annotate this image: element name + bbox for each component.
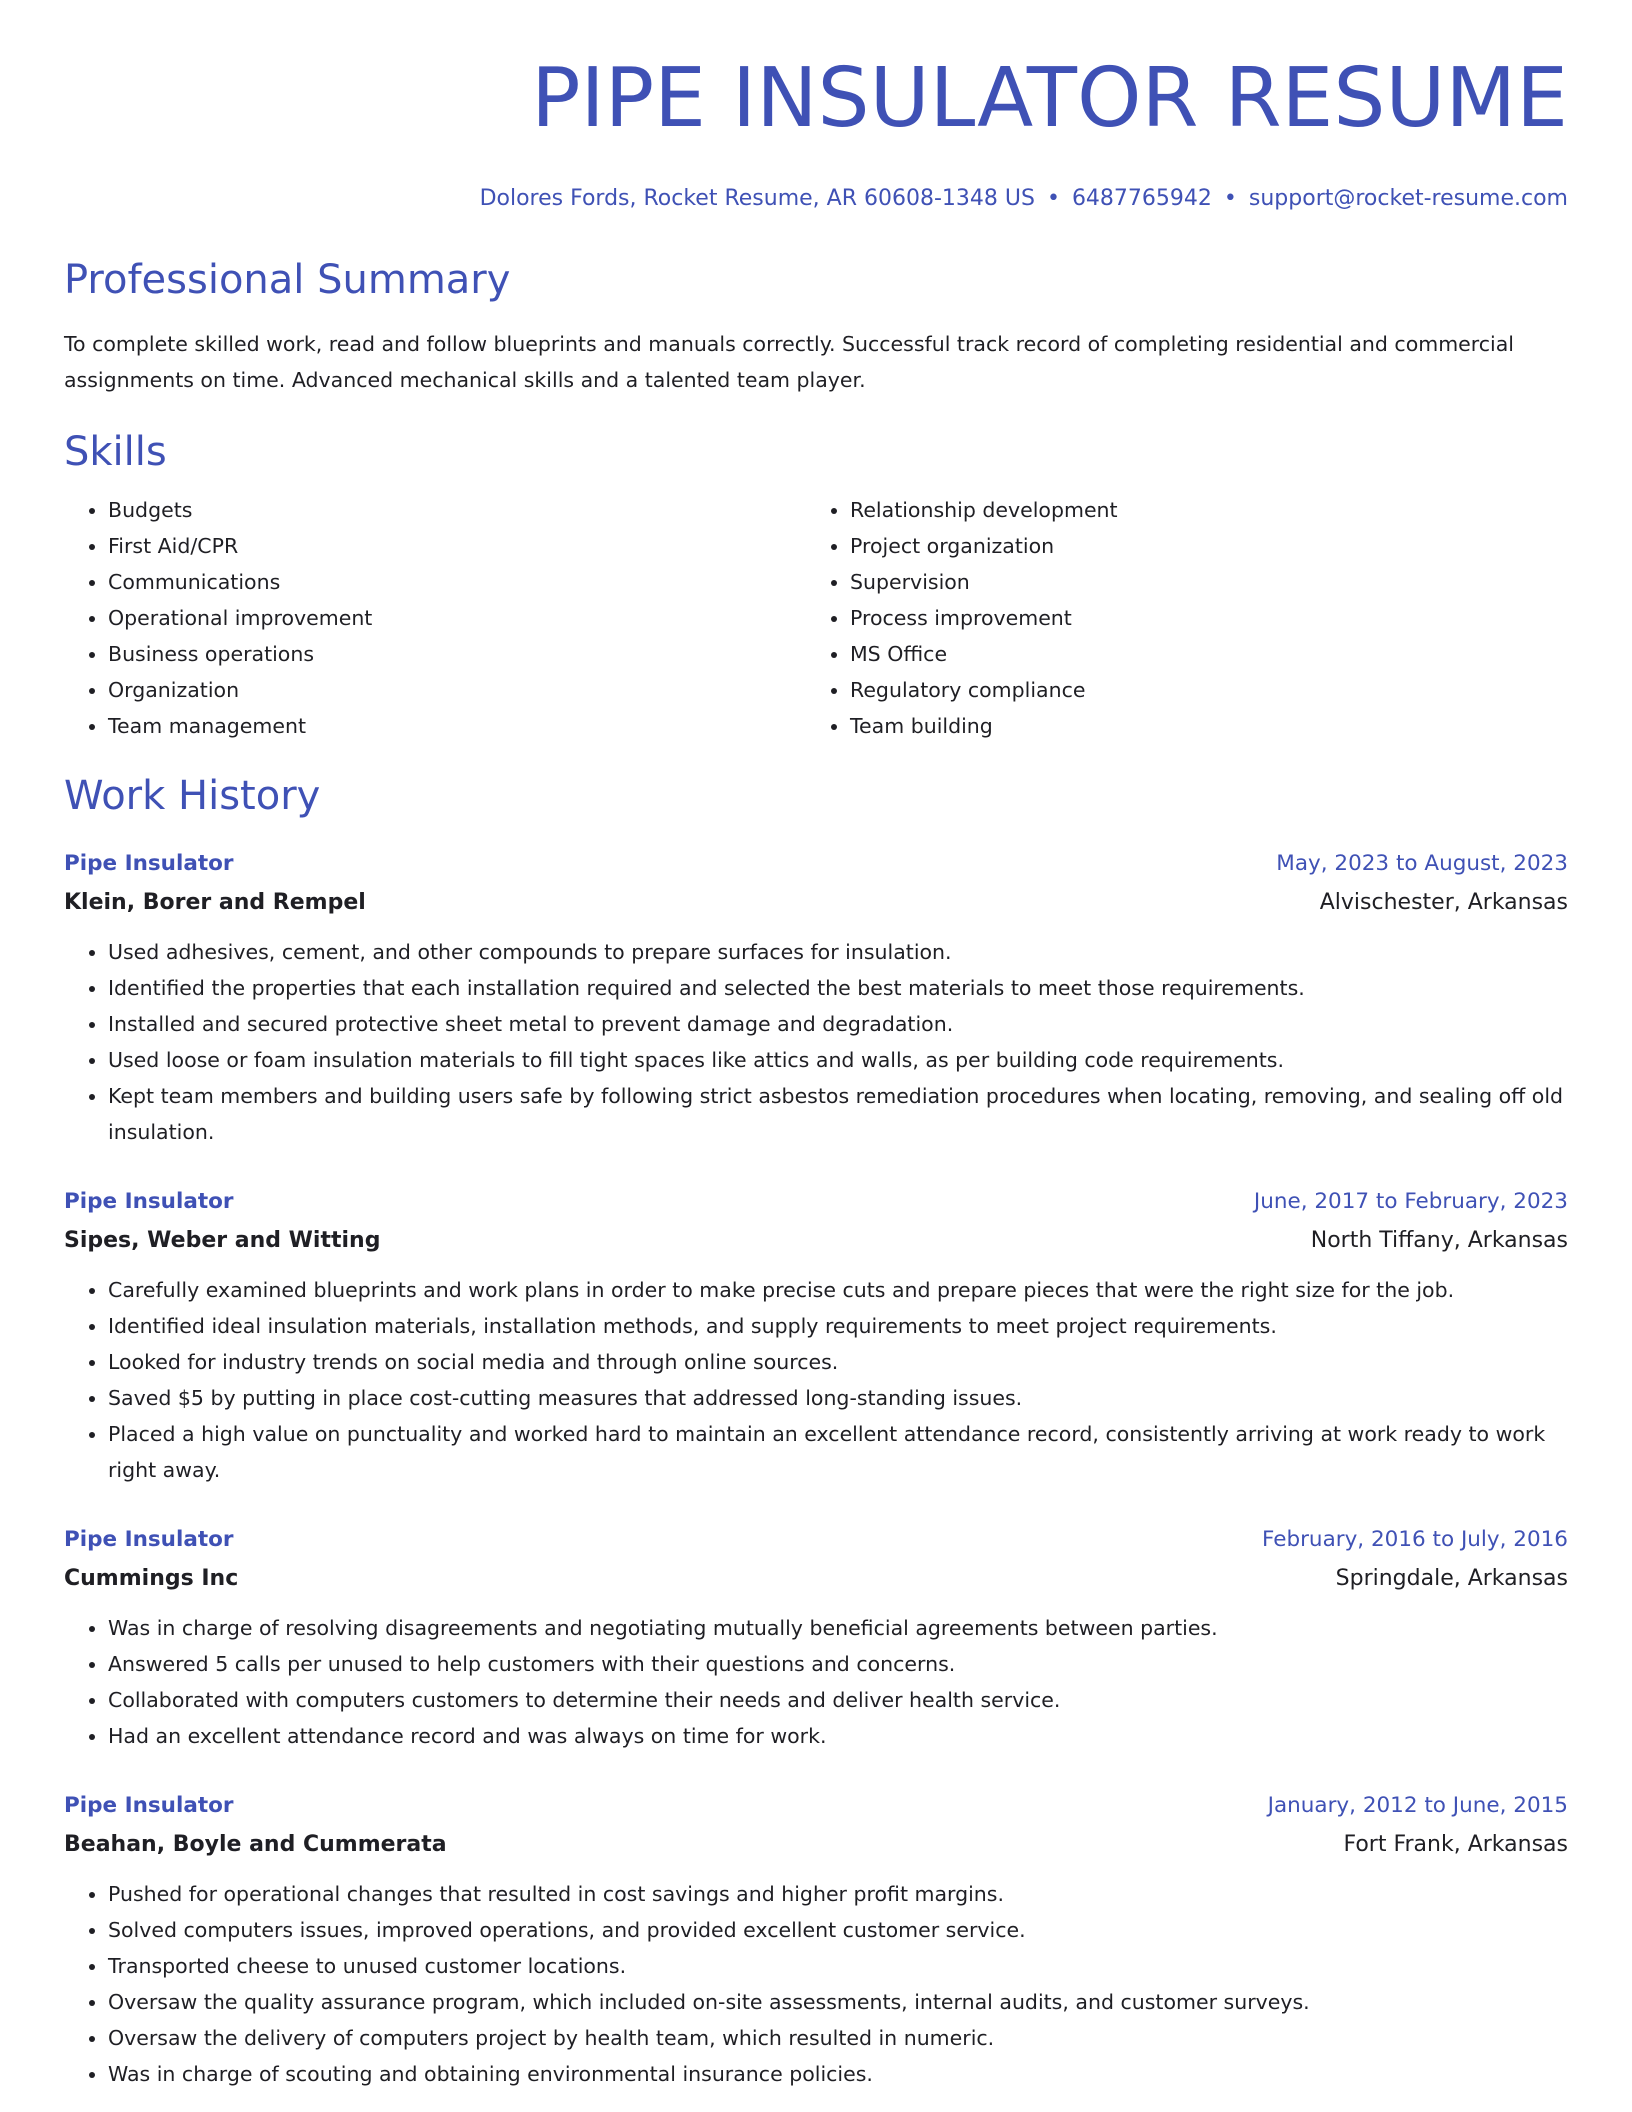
job-bullet: • Carefully examined blueprints and work plans in order to make precise cuts and prepare pieces that were the right size for the job. xyxy=(108,1272,1568,1308)
job-company: Klein, Borer and Rempel xyxy=(64,890,366,915)
job-title: Pipe Insulator xyxy=(64,1793,234,1818)
contact-phone: 6487765942 xyxy=(1071,186,1212,211)
skill-item: • Team building xyxy=(850,708,1548,744)
skills-list xyxy=(64,492,1568,744)
skill-item: • First Aid/CPR xyxy=(108,528,806,564)
job-location: Alvischester, Arkansas xyxy=(1319,890,1568,915)
job-bullet: • Used loose or foam insulation materials to fill tight spaces like attics and walls, as per building code requirements. xyxy=(108,1042,1568,1078)
job-bullets xyxy=(64,1876,1568,2092)
job-title: Pipe Insulator xyxy=(64,1527,234,1552)
job-bullet: • Pushed for operational changes that resulted in cost savings and higher profit margins. xyxy=(108,1876,1568,1912)
job-bullet: • Looked for industry trends on social media and through online sources. xyxy=(108,1344,1568,1380)
skill-item: • Regulatory compliance xyxy=(850,672,1548,708)
resume-page xyxy=(64,0,1568,2092)
job-bullet: • Placed a high value on punctuality and worked hard to maintain an excellent attendance record, consistently arriving at work ready to work right away. xyxy=(108,1416,1568,1488)
skill-item: • Relationship development xyxy=(850,492,1548,528)
job-dates: June, 2017 to February, 2023 xyxy=(1253,1189,1568,1214)
job-header xyxy=(64,844,1568,884)
work-history-heading: Work History xyxy=(64,773,321,819)
job-dates: May, 2023 to August, 2023 xyxy=(1276,851,1568,876)
job-company: Beahan, Boyle and Cummerata xyxy=(64,1832,447,1857)
contact-line xyxy=(64,184,1568,214)
skill-item: • Supervision xyxy=(850,564,1548,600)
skill-item: • Team management xyxy=(108,708,806,744)
skills-column-left xyxy=(64,492,806,744)
job-location: North Tiffany, Arkansas xyxy=(1310,1228,1568,1253)
job-header xyxy=(64,1520,1568,1560)
skill-item: • Process improvement xyxy=(850,600,1548,636)
job-bullets xyxy=(64,1610,1568,1754)
resume-title: PIPE INSULATOR RESUME xyxy=(531,51,1568,146)
skill-item: • Project organization xyxy=(850,528,1548,564)
job-entry xyxy=(64,1182,1568,1488)
job-entry xyxy=(64,1520,1568,1754)
job-bullet: • Used adhesives, cement, and other compounds to prepare surfaces for insulation. xyxy=(108,934,1568,970)
contact-email: support@rocket-resume.com xyxy=(1248,186,1568,211)
job-bullet: • Saved $5 by putting in place cost-cutting measures that addressed long-standing issues. xyxy=(108,1380,1568,1416)
job-bullet: • Collaborated with computers customers to determine their needs and deliver health service. xyxy=(108,1682,1568,1718)
skill-item: • Communications xyxy=(108,564,806,600)
job-title: Pipe Insulator xyxy=(64,1189,234,1214)
job-bullet: • Oversaw the quality assurance program, which included on-site assessments, internal audits, and customer surveys. xyxy=(108,1984,1568,2020)
job-header xyxy=(64,1182,1568,1222)
contact-address: Dolores Fords, Rocket Resume, AR 60608-1348 US xyxy=(479,186,1035,211)
job-employer-row xyxy=(64,1222,1568,1260)
job-entry xyxy=(64,1786,1568,2092)
skills-heading: Skills xyxy=(64,429,167,475)
contact-separator: • xyxy=(1046,186,1060,211)
job-bullet: • Oversaw the delivery of computers project by health team, which resulted in numeric. xyxy=(108,2020,1568,2056)
job-header xyxy=(64,1786,1568,1826)
job-bullet: • Transported cheese to unused customer locations. xyxy=(108,1948,1568,1984)
skills-column-right xyxy=(806,492,1548,744)
job-employer-row xyxy=(64,884,1568,922)
summary-text: To complete skilled work, read and follow blueprints and manuals correctly. Successful track record of completing residential and commercial assignments on time. Advanced mechanical skills and a talented team player. xyxy=(64,332,1514,392)
job-bullet: • Answered 5 calls per unused to help customers with their questions and concerns. xyxy=(108,1646,1568,1682)
skill-item: • Business operations xyxy=(108,636,806,672)
job-bullets xyxy=(64,934,1568,1150)
job-bullet: • Installed and secured protective sheet metal to prevent damage and degradation. xyxy=(108,1006,1568,1042)
job-bullet: • Was in charge of resolving disagreements and negotiating mutually beneficial agreements between parties. xyxy=(108,1610,1568,1646)
job-bullet: • Was in charge of scouting and obtaining environmental insurance policies. xyxy=(108,2056,1568,2092)
job-location: Fort Frank, Arkansas xyxy=(1343,1832,1568,1857)
job-company: Cummings Inc xyxy=(64,1566,239,1591)
skill-item: • MS Office xyxy=(850,636,1548,672)
job-company: Sipes, Weber and Witting xyxy=(64,1228,381,1253)
job-bullets xyxy=(64,1272,1568,1488)
job-bullet: • Solved computers issues, improved operations, and provided excellent customer service. xyxy=(108,1912,1568,1948)
job-dates: January, 2012 to June, 2015 xyxy=(1267,1793,1568,1818)
contact-separator: • xyxy=(1223,186,1237,211)
job-bullet: • Identified ideal insulation materials, installation methods, and supply requirements to meet project requirements. xyxy=(108,1308,1568,1344)
job-employer-row xyxy=(64,1560,1568,1598)
job-location: Springdale, Arkansas xyxy=(1335,1566,1568,1591)
summary-heading: Professional Summary xyxy=(64,257,511,303)
job-employer-row xyxy=(64,1826,1568,1864)
skill-item: • Budgets xyxy=(108,492,806,528)
job-entry xyxy=(64,844,1568,1150)
job-bullet: • Kept team members and building users safe by following strict asbestos remediation procedures when locating, removing, and sealing off old insulation. xyxy=(108,1078,1568,1150)
job-bullet: • Had an excellent attendance record and was always on time for work. xyxy=(108,1718,1568,1754)
skill-item: • Operational improvement xyxy=(108,600,806,636)
job-dates: February, 2016 to July, 2016 xyxy=(1262,1527,1568,1552)
job-title: Pipe Insulator xyxy=(64,851,234,876)
job-bullet: • Identified the properties that each installation required and selected the best materials to meet those requirements. xyxy=(108,970,1568,1006)
skill-item: • Organization xyxy=(108,672,806,708)
